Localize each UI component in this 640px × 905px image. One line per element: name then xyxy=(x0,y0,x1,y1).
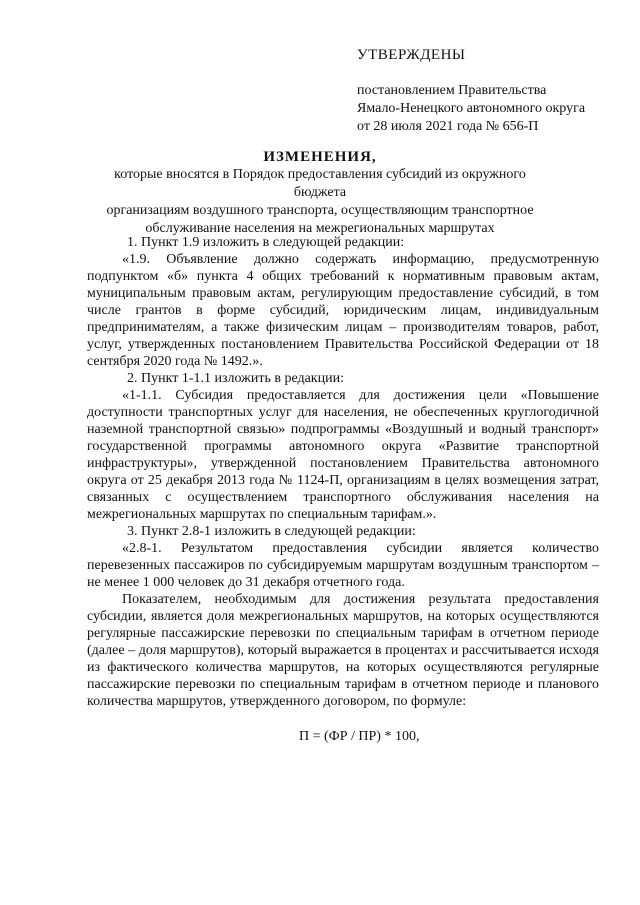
document-subtitle-line: организациям воздушного транспорта, осуществляющим транспортное xyxy=(106,203,534,218)
paragraph: 2. Пункт 1-1.1 изложить в редакции: xyxy=(127,371,344,386)
approval-line: Ямало-Ненецкого автономного округа xyxy=(357,101,586,116)
approval-line: от 28 июля 2021 года № 656-П xyxy=(357,119,539,134)
approval-block xyxy=(357,46,585,136)
approval-title: УТВЕРЖДЕНЫ xyxy=(357,47,466,63)
document-subtitle-line: которые вносятся в Порядок предоставления субсидий из окружного бюджета xyxy=(114,167,526,200)
formula: П = (ФР / ПР) * 100, xyxy=(299,729,420,744)
document-body xyxy=(87,234,599,745)
paragraph: «1.9. Объявление должно содержать информацию, предусмотренную подпунктом «б» пункта 4 общих требований к нормативным правовым актам, муниципальным правовым актам, регулирующим предоставление субсидий, в том числе грантов в форме субсидий, юридическим лицам, индивидуальным предпринимателям, а также физическим лицам – производителям товаров, работ, услуг, утвержденных постановлением Правительства Российской Федерации от 18 сентября 2020 года № 1492.». xyxy=(87,252,599,369)
paragraph: «2.8-1. Результатом предоставления субсидии является количество перевезенных пассажиров по субсидируемым маршрутам воздушным транспортом – не менее 1 000 человек до 31 декабря отчетного года. xyxy=(87,541,599,590)
paragraph: «1-1.1. Субсидия предоставляется для достижения цели «Повышение доступности транспортных услуг для населения, не обеспеченных круглогодичной наземной транспортной связью» подпрограммы «Воздушный и водный транспорт» государственной программы автономного округа «Развитие транспортной инфраструктуры», утвержденной постановлением Правительства автономного округа от 25 декабря 2013 года № 1124-П, организациям в целях возмещения затрат, связанных с осуществлением транспортного обслуживания населения на межрегиональных маршрутах по специальным тарифам.». xyxy=(87,388,599,522)
paragraph: 1. Пункт 1.9 изложить в следующей редакции: xyxy=(127,235,405,250)
paragraph: Показателем, необходимым для достижения результата предоставления субсидии, является доля межрегиональных маршрутов, на которых осуществляются регулярные пассажирские перевозки по специальным тарифам в отчетном периоде (далее – доля маршрутов), который выражается в процентах и рассчитывается исходя из фактического количества маршрутов, на которых осуществляются регулярные пассажирские перевозки по специальным тарифам в отчетном периоде и планового количества маршрутов, утвержденного договором, по формуле: xyxy=(87,592,599,709)
document-subtitle-line: обслуживание населения на межрегиональных маршрутах xyxy=(145,221,495,236)
approval-line: постановлением Правительства xyxy=(357,83,547,98)
document-title: ИЗМЕНЕНИЯ, xyxy=(263,149,377,165)
document-heading xyxy=(90,148,550,238)
paragraph: 3. Пункт 2.8-1 изложить в следующей редакции: xyxy=(127,524,416,539)
